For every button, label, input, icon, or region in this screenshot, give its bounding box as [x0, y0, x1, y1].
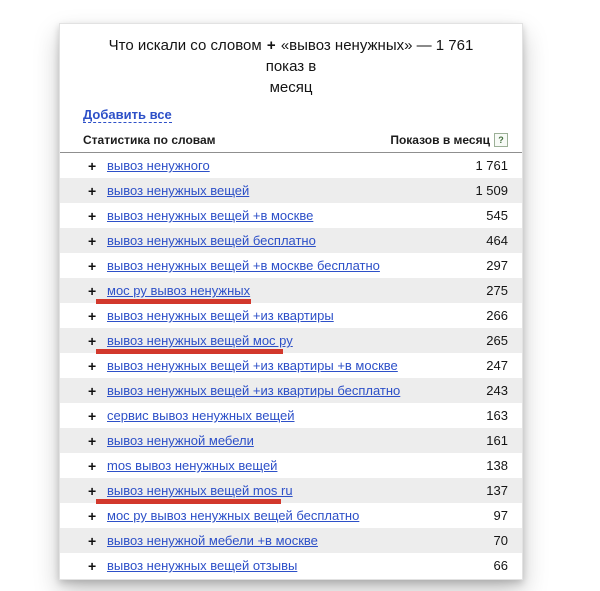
impressions-value: 66 [493, 558, 508, 573]
table-row [60, 303, 522, 328]
add-keyword-plus-button[interactable]: + [88, 357, 97, 374]
impressions-value: 137 [486, 483, 508, 498]
keyword-link[interactable]: вывоз ненужных вещей mos ru [107, 483, 293, 498]
title-text-wrap: месяц [269, 79, 313, 96]
table-row [60, 553, 522, 578]
title-text-prefix: Что искали со словом [108, 37, 262, 54]
table-row [60, 228, 522, 253]
table-row [60, 328, 522, 353]
keyword-link[interactable]: вывоз ненужных вещей +из квартиры [107, 308, 334, 323]
add-keyword-plus-button[interactable]: + [88, 407, 97, 424]
help-icon[interactable]: ? [494, 133, 508, 147]
column-header-impressions: Показов в месяц [390, 133, 490, 147]
impressions-value: 1 761 [475, 158, 508, 173]
keyword-link[interactable]: вывоз ненужных вещей бесплатно [107, 233, 316, 248]
impressions-value: 265 [486, 333, 508, 348]
impressions-value: 247 [486, 358, 508, 373]
add-keyword-plus-button[interactable]: + [88, 182, 97, 199]
plus-operator-symbol: + [266, 37, 276, 54]
impressions-value: 266 [486, 308, 508, 323]
add-all-row [60, 101, 522, 131]
table-row [60, 353, 522, 378]
keyword-link[interactable]: вывоз ненужных вещей мос ру [107, 333, 293, 348]
table-row [60, 503, 522, 528]
table-row [60, 403, 522, 428]
impressions-value: 545 [486, 208, 508, 223]
table-row [60, 428, 522, 453]
add-keyword-plus-button[interactable]: + [88, 382, 97, 399]
keyword-link[interactable]: вывоз ненужных вещей +из квартиры бесплатно [107, 383, 401, 398]
table-row [60, 153, 522, 178]
add-keyword-plus-button[interactable]: + [88, 457, 97, 474]
impressions-value: 97 [493, 508, 508, 523]
column-header-keywords: Статистика по словам [83, 133, 216, 147]
table-row [60, 528, 522, 553]
red-underline-annotation [96, 499, 281, 504]
page-title [60, 24, 522, 101]
wordstat-results-card [59, 23, 523, 580]
impressions-value: 138 [486, 458, 508, 473]
add-keyword-plus-button[interactable]: + [88, 332, 97, 349]
add-keyword-plus-button[interactable]: + [88, 257, 97, 274]
impressions-value: 275 [486, 283, 508, 298]
table-row [60, 378, 522, 403]
add-keyword-plus-button[interactable]: + [88, 282, 97, 299]
table-row [60, 453, 522, 478]
keyword-link[interactable]: мос ру вывоз ненужных вещей бесплатно [107, 508, 360, 523]
impressions-value: 464 [486, 233, 508, 248]
table-row [60, 178, 522, 203]
keyword-link[interactable]: mos вывоз ненужных вещей [107, 458, 278, 473]
keyword-link[interactable]: вывоз ненужного [107, 158, 210, 173]
impressions-value: 243 [486, 383, 508, 398]
keyword-link[interactable]: вывоз ненужной мебели +в москве [107, 533, 318, 548]
table-row [60, 203, 522, 228]
red-underline-annotation [96, 349, 283, 354]
add-keyword-plus-button[interactable]: + [88, 532, 97, 549]
keyword-link[interactable]: вывоз ненужных вещей [107, 183, 250, 198]
add-keyword-plus-button[interactable]: + [88, 557, 97, 574]
table-header [60, 131, 522, 153]
add-keyword-plus-button[interactable]: + [88, 207, 97, 224]
keyword-link[interactable]: мос ру вывоз ненужных [107, 283, 251, 298]
add-keyword-plus-button[interactable]: + [88, 482, 97, 499]
keyword-link[interactable]: вывоз ненужных вещей +из квартиры +в москве [107, 358, 398, 373]
keyword-link[interactable]: вывоз ненужных вещей +в москве бесплатно [107, 258, 380, 273]
add-keyword-plus-button[interactable]: + [88, 307, 97, 324]
add-keyword-plus-button[interactable]: + [88, 432, 97, 449]
keyword-link[interactable]: вывоз ненужной мебели [107, 433, 254, 448]
add-keyword-plus-button[interactable]: + [88, 507, 97, 524]
keyword-link[interactable]: сервис вывоз ненужных вещей [107, 408, 295, 423]
add-keyword-plus-button[interactable]: + [88, 157, 97, 174]
impressions-value: 161 [486, 433, 508, 448]
red-underline-annotation [96, 299, 251, 304]
table-row [60, 278, 522, 303]
impressions-value: 297 [486, 258, 508, 273]
keywords-table-body [60, 153, 522, 578]
impressions-value: 163 [486, 408, 508, 423]
title-text-query: «вывоз ненужных» — 1 761 показ в [265, 37, 474, 75]
column-header-impressions-group [390, 133, 508, 147]
add-keyword-plus-button[interactable]: + [88, 232, 97, 249]
impressions-value: 1 509 [475, 183, 508, 198]
impressions-value: 70 [493, 533, 508, 548]
table-row [60, 253, 522, 278]
keyword-link[interactable]: вывоз ненужных вещей отзывы [107, 558, 298, 573]
add-all-link[interactable]: Добавить все [83, 107, 172, 122]
table-row [60, 478, 522, 503]
keyword-link[interactable]: вывоз ненужных вещей +в москве [107, 208, 314, 223]
